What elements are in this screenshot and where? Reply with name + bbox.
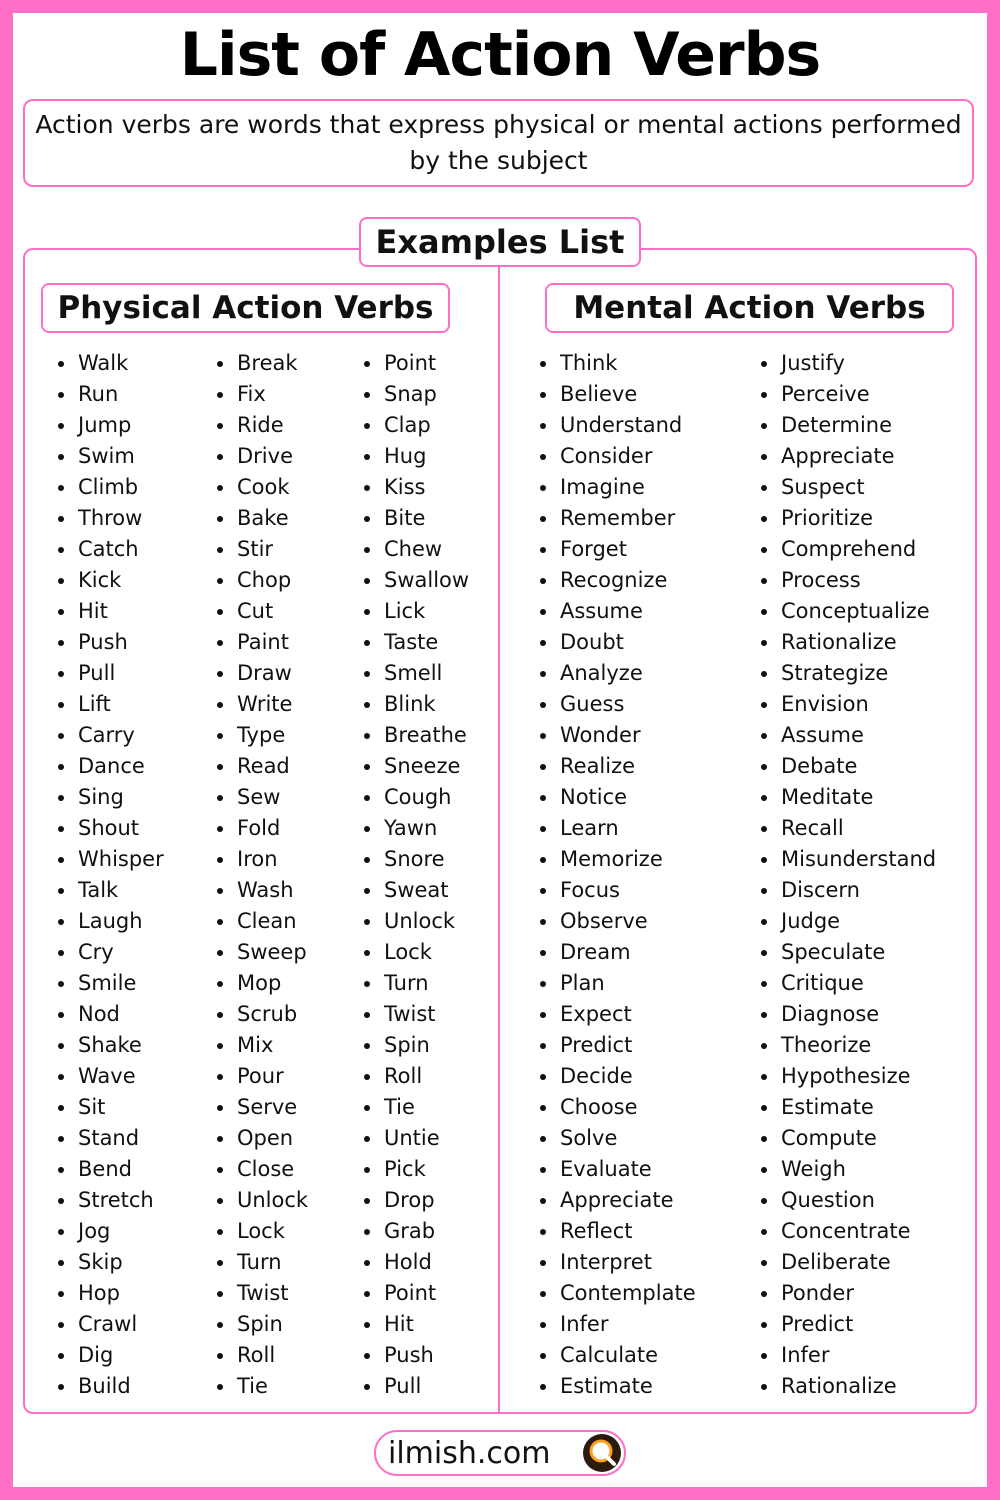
verb-list-item: Pull xyxy=(56,658,164,689)
verb-list-item: Solve xyxy=(538,1123,696,1154)
verb-list-item: Stand xyxy=(56,1123,164,1154)
verb-list-item: Untie xyxy=(362,1123,469,1154)
verb-list-item: Hit xyxy=(362,1309,469,1340)
verb-list-item: Sneeze xyxy=(362,751,469,782)
verb-list-item: Suspect xyxy=(759,472,936,503)
verb-list-item: Chop xyxy=(215,565,308,596)
verb-list-item: Theorize xyxy=(759,1030,936,1061)
verb-list-item: Sew xyxy=(215,782,308,813)
verb-list-item: Laugh xyxy=(56,906,164,937)
verb-list-item: Skip xyxy=(56,1247,164,1278)
verb-list-item: Expect xyxy=(538,999,696,1030)
verb-list-item: Smile xyxy=(56,968,164,999)
verb-list-item: Roll xyxy=(215,1340,308,1371)
verb-list-item: Evaluate xyxy=(538,1154,696,1185)
mental-list-col-1 xyxy=(538,348,696,1402)
verb-list-item: Tie xyxy=(215,1371,308,1402)
verb-list-item: Mop xyxy=(215,968,308,999)
verb-list-item: Lock xyxy=(362,937,469,968)
verb-list-item: Throw xyxy=(56,503,164,534)
search-icon xyxy=(583,1434,621,1472)
verb-list-item: Notice xyxy=(538,782,696,813)
verb-list-item: Swim xyxy=(56,441,164,472)
verb-list-item: Lift xyxy=(56,689,164,720)
verb-list-item: Interpret xyxy=(538,1247,696,1278)
verb-list-item: Hug xyxy=(362,441,469,472)
verb-list-item: Contemplate xyxy=(538,1278,696,1309)
verb-list-item: Consider xyxy=(538,441,696,472)
verb-list-item: Turn xyxy=(215,1247,308,1278)
verb-list-item: Strategize xyxy=(759,658,936,689)
verb-list-item: Tie xyxy=(362,1092,469,1123)
verb-list-item: Think xyxy=(538,348,696,379)
verb-list-item: Cry xyxy=(56,937,164,968)
verb-list-item: Hypothesize xyxy=(759,1061,936,1092)
column-divider xyxy=(498,266,500,1414)
verb-list-item: Imagine xyxy=(538,472,696,503)
verb-list-item: Twist xyxy=(215,1278,308,1309)
verb-list-item: Spin xyxy=(215,1309,308,1340)
verb-list-item: Weigh xyxy=(759,1154,936,1185)
verb-list-item: Close xyxy=(215,1154,308,1185)
verb-list-item: Spin xyxy=(362,1030,469,1061)
verb-list-item: Blink xyxy=(362,689,469,720)
verb-list-item: Taste xyxy=(362,627,469,658)
verb-list-item: Appreciate xyxy=(759,441,936,472)
verb-list-item: Misunderstand xyxy=(759,844,936,875)
verb-list-item: Plan xyxy=(538,968,696,999)
verb-list-item: Cut xyxy=(215,596,308,627)
verb-list-item: Estimate xyxy=(759,1092,936,1123)
verb-list-item: Debate xyxy=(759,751,936,782)
verb-list-item: Sit xyxy=(56,1092,164,1123)
verb-list-item: Question xyxy=(759,1185,936,1216)
verb-list-item: Meditate xyxy=(759,782,936,813)
verb-list-item: Rationalize xyxy=(759,1371,936,1402)
verb-list-item: Cough xyxy=(362,782,469,813)
verb-list-item: Twist xyxy=(362,999,469,1030)
verb-list-item: Determine xyxy=(759,410,936,441)
verb-list-item: Dance xyxy=(56,751,164,782)
verb-list-item: Snore xyxy=(362,844,469,875)
verb-list-item: Analyze xyxy=(538,658,696,689)
verb-list-item: Hold xyxy=(362,1247,469,1278)
verb-list-item: Diagnose xyxy=(759,999,936,1030)
verb-list-item: Guess xyxy=(538,689,696,720)
verb-list-item: Bite xyxy=(362,503,469,534)
verb-list-item: Doubt xyxy=(538,627,696,658)
verb-list-item: Predict xyxy=(538,1030,696,1061)
verb-list-item: Shout xyxy=(56,813,164,844)
verb-list-item: Catch xyxy=(56,534,164,565)
verb-list-item: Assume xyxy=(759,720,936,751)
examples-label-text: Examples List xyxy=(375,223,625,261)
verb-list-item: Talk xyxy=(56,875,164,906)
verb-list-item: Judge xyxy=(759,906,936,937)
verb-list-item: Jump xyxy=(56,410,164,441)
verb-list-item: Sweat xyxy=(362,875,469,906)
verb-list-item: Justify xyxy=(759,348,936,379)
verb-list-item: Ride xyxy=(215,410,308,441)
verb-list-item: Build xyxy=(56,1371,164,1402)
verb-list-item: Break xyxy=(215,348,308,379)
verb-list-item: Assume xyxy=(538,596,696,627)
verb-list-item: Speculate xyxy=(759,937,936,968)
verb-list-item: Believe xyxy=(538,379,696,410)
verb-list-item: Snap xyxy=(362,379,469,410)
examples-label xyxy=(359,217,641,267)
verb-list-item: Stir xyxy=(215,534,308,565)
verb-list-item: Pour xyxy=(215,1061,308,1092)
physical-heading xyxy=(41,283,450,333)
physical-list-col-1 xyxy=(56,348,164,1402)
verb-list-item: Lock xyxy=(215,1216,308,1247)
verb-list-item: Realize xyxy=(538,751,696,782)
verb-list-item: Carry xyxy=(56,720,164,751)
verb-list-item: Push xyxy=(56,627,164,658)
verb-list-item: Write xyxy=(215,689,308,720)
footer-site-pill[interactable] xyxy=(374,1430,626,1476)
verb-list-item: Predict xyxy=(759,1309,936,1340)
verb-list-item: Infer xyxy=(759,1340,936,1371)
verb-list-item: Kiss xyxy=(362,472,469,503)
verb-list-item: Nod xyxy=(56,999,164,1030)
verb-list-item: Jog xyxy=(56,1216,164,1247)
verb-list-item: Focus xyxy=(538,875,696,906)
verb-list-item: Bend xyxy=(56,1154,164,1185)
verb-list-item: Learn xyxy=(538,813,696,844)
physical-list-col-2 xyxy=(215,348,308,1402)
verb-list-item: Rationalize xyxy=(759,627,936,658)
verb-list-item: Bake xyxy=(215,503,308,534)
verb-list-item: Mix xyxy=(215,1030,308,1061)
verb-list-item: Perceive xyxy=(759,379,936,410)
verb-list-item: Memorize xyxy=(538,844,696,875)
verb-list-item: Appreciate xyxy=(538,1185,696,1216)
verb-list-item: Remember xyxy=(538,503,696,534)
verb-list-item: Forget xyxy=(538,534,696,565)
verb-list-item: Discern xyxy=(759,875,936,906)
verb-list-item: Unlock xyxy=(215,1185,308,1216)
verb-list-item: Sweep xyxy=(215,937,308,968)
verb-list-item: Drop xyxy=(362,1185,469,1216)
definition-text: Action verbs are words that express physical or mental actions performed by the subject xyxy=(35,110,962,175)
verb-list-item: Dig xyxy=(56,1340,164,1371)
verb-list-item: Dream xyxy=(538,937,696,968)
verb-list-item: Crawl xyxy=(56,1309,164,1340)
verb-list-item: Breathe xyxy=(362,720,469,751)
verb-list-item: Deliberate xyxy=(759,1247,936,1278)
verb-list-item: Push xyxy=(362,1340,469,1371)
verb-list-item: Cook xyxy=(215,472,308,503)
verb-list-item: Decide xyxy=(538,1061,696,1092)
verb-list-item: Conceptualize xyxy=(759,596,936,627)
verb-list-item: Wonder xyxy=(538,720,696,751)
verb-list-item: Yawn xyxy=(362,813,469,844)
verb-list-item: Compute xyxy=(759,1123,936,1154)
verb-list-item: Type xyxy=(215,720,308,751)
verb-list-item: Choose xyxy=(538,1092,696,1123)
verb-list-item: Clap xyxy=(362,410,469,441)
verb-list-item: Fix xyxy=(215,379,308,410)
verb-list-item: Process xyxy=(759,565,936,596)
verb-list-item: Prioritize xyxy=(759,503,936,534)
mental-heading xyxy=(545,283,954,333)
verb-list-item: Scrub xyxy=(215,999,308,1030)
verb-list-item: Recall xyxy=(759,813,936,844)
physical-heading-text: Physical Action Verbs xyxy=(57,290,434,326)
verb-list-item: Pull xyxy=(362,1371,469,1402)
verb-list-item: Pick xyxy=(362,1154,469,1185)
verb-list-item: Fold xyxy=(215,813,308,844)
verb-list-item: Grab xyxy=(362,1216,469,1247)
verb-list-item: Turn xyxy=(362,968,469,999)
verb-list-item: Read xyxy=(215,751,308,782)
verb-list-item: Envision xyxy=(759,689,936,720)
verb-list-item: Recognize xyxy=(538,565,696,596)
verb-list-item: Hit xyxy=(56,596,164,627)
verb-list-item: Roll xyxy=(362,1061,469,1092)
verb-list-item: Concentrate xyxy=(759,1216,936,1247)
verb-list-item: Point xyxy=(362,1278,469,1309)
physical-list-col-3 xyxy=(362,348,469,1402)
verb-list-item: Run xyxy=(56,379,164,410)
verb-list-item: Wave xyxy=(56,1061,164,1092)
verb-list-item: Kick xyxy=(56,565,164,596)
verb-list-item: Hop xyxy=(56,1278,164,1309)
verb-list-item: Chew xyxy=(362,534,469,565)
verb-list-item: Sing xyxy=(56,782,164,813)
verb-list-item: Walk xyxy=(56,348,164,379)
verb-list-item: Shake xyxy=(56,1030,164,1061)
verb-list-item: Smell xyxy=(362,658,469,689)
verb-list-item: Paint xyxy=(215,627,308,658)
verb-list-item: Infer xyxy=(538,1309,696,1340)
verb-list-item: Iron xyxy=(215,844,308,875)
verb-list-item: Critique xyxy=(759,968,936,999)
verb-list-item: Point xyxy=(362,348,469,379)
definition-box xyxy=(23,99,974,187)
verb-list-item: Climb xyxy=(56,472,164,503)
verb-list-item: Serve xyxy=(215,1092,308,1123)
verb-list-item: Reflect xyxy=(538,1216,696,1247)
verb-list-item: Wash xyxy=(215,875,308,906)
mental-heading-text: Mental Action Verbs xyxy=(573,290,926,326)
verb-list-item: Comprehend xyxy=(759,534,936,565)
verb-list-item: Stretch xyxy=(56,1185,164,1216)
verb-list-item: Unlock xyxy=(362,906,469,937)
mental-list-col-2 xyxy=(759,348,936,1402)
verb-list-item: Swallow xyxy=(362,565,469,596)
verb-list-item: Observe xyxy=(538,906,696,937)
verb-list-item: Whisper xyxy=(56,844,164,875)
verb-list-item: Ponder xyxy=(759,1278,936,1309)
verb-list-item: Estimate xyxy=(538,1371,696,1402)
verb-list-item: Lick xyxy=(362,596,469,627)
verb-list-item: Draw xyxy=(215,658,308,689)
page-title: List of Action Verbs xyxy=(179,20,821,90)
verb-list-item: Open xyxy=(215,1123,308,1154)
verb-list-item: Drive xyxy=(215,441,308,472)
verb-list-item: Calculate xyxy=(538,1340,696,1371)
verb-list-item: Understand xyxy=(538,410,696,441)
footer-site-text[interactable]: ilmish.com xyxy=(388,1436,551,1471)
verb-list-item: Clean xyxy=(215,906,308,937)
